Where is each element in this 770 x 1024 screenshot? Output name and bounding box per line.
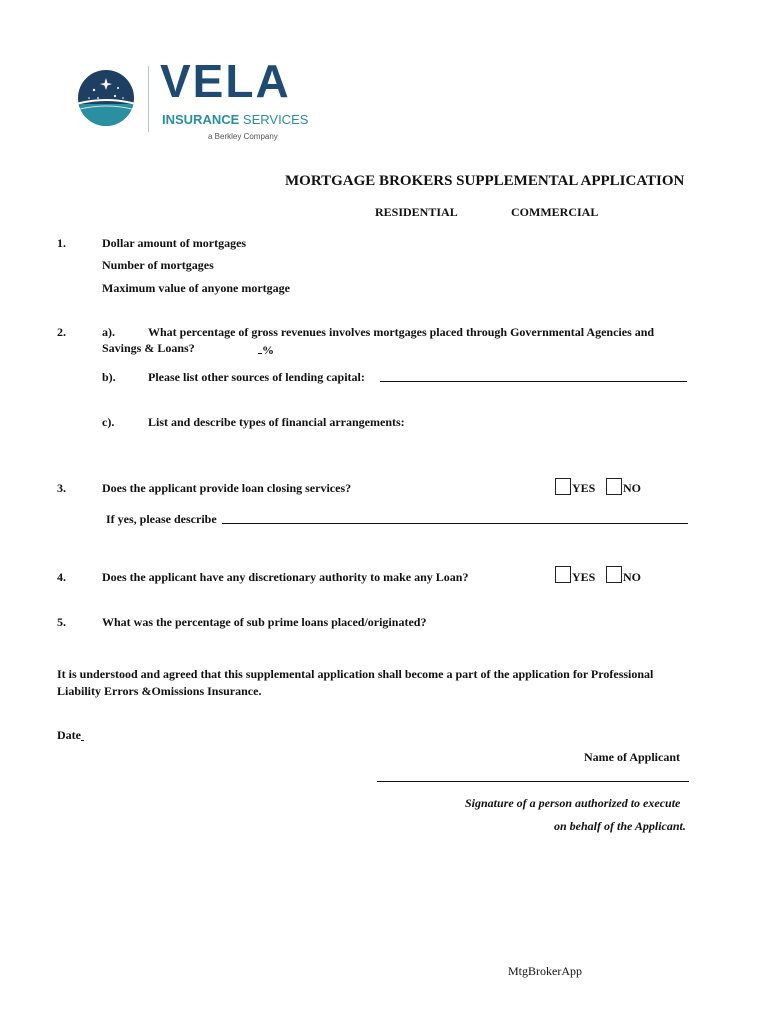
q4-yes-checkbox[interactable] <box>555 566 571 583</box>
q2a-label: a). <box>102 325 115 339</box>
q1-dollar-amount-label: Dollar amount of mortgages <box>102 236 247 250</box>
signature-caption-1: Signature of a person authorized to execute <box>465 796 681 810</box>
date-input-line[interactable] <box>81 729 84 741</box>
q4-no-checkbox[interactable] <box>606 566 622 583</box>
date-label: Date <box>57 728 81 742</box>
q3-text: Does the applicant provide loan closing services? <box>102 481 352 495</box>
q2a-text-cont: Savings & Loans? <box>102 341 195 355</box>
signature-line[interactable] <box>377 773 689 782</box>
q3-describe-input-line[interactable] <box>222 512 688 524</box>
page-title: MORTGAGE BROKERS SUPPLEMENTAL APPLICATION <box>285 173 685 189</box>
q2a-text: What percentage of gross revenues involves mortgages placed through Governmental Agencies and <box>148 325 655 339</box>
name-of-applicant-label: Name of Applicant <box>584 750 680 764</box>
q2b-text: Please list other sources of lending capital: <box>148 370 365 384</box>
q5-number: 5. <box>57 615 66 629</box>
form-code-footer: MtgBrokerApp <box>508 964 582 978</box>
signature-caption-2: on behalf of the Applicant. <box>554 819 686 833</box>
q2b-input-line[interactable] <box>380 370 687 382</box>
agreement-line-1: It is understood and agreed that this supplemental application shall become a part of the application for Professional <box>57 667 654 681</box>
q3-no-label: NO <box>623 481 641 495</box>
q2b-label: b). <box>102 370 116 384</box>
logo-services-rest: SERVICES <box>239 112 309 127</box>
q4-yes-label: YES <box>572 570 596 584</box>
q3-describe-label: If yes, please describe <box>106 512 217 526</box>
q1-number-of-mortgages-label: Number of mortgages <box>102 258 214 272</box>
column-commercial: COMMERCIAL <box>511 205 599 219</box>
q2-number: 2. <box>57 325 66 339</box>
vela-logo-emblem <box>76 68 136 128</box>
logo-services <box>162 112 308 127</box>
q3-no-checkbox[interactable] <box>606 478 622 495</box>
q1-number: 1. <box>57 236 66 250</box>
logo-divider <box>148 66 149 132</box>
q4-number: 4. <box>57 570 66 584</box>
q4-text: Does the applicant have any discretionary authority to make any Loan? <box>102 570 469 584</box>
q2a-percent-field[interactable] <box>258 341 274 358</box>
q4-no-label: NO <box>623 570 641 584</box>
column-residential: RESIDENTIAL <box>375 205 458 219</box>
logo-services-bold: INSURANCE <box>162 112 240 127</box>
q5-text: What was the percentage of sub prime loans placed/originated? <box>102 615 427 629</box>
q3-yes-label: YES <box>572 481 596 495</box>
agreement-line-2: Liability Errors &Omissions Insurance. <box>57 684 262 698</box>
q3-number: 3. <box>57 481 66 495</box>
q2c-label: c). <box>102 415 115 429</box>
q2c-text: List and describe types of financial arrangements: <box>148 415 405 429</box>
q3-yes-checkbox[interactable] <box>555 478 571 495</box>
logo-tagline: a Berkley Company <box>208 132 278 141</box>
q2a-percent-sign: % <box>262 343 274 357</box>
q1-max-value-label: Maximum value of anyone mortgage <box>102 281 290 295</box>
logo-brand: VELA <box>160 55 291 107</box>
